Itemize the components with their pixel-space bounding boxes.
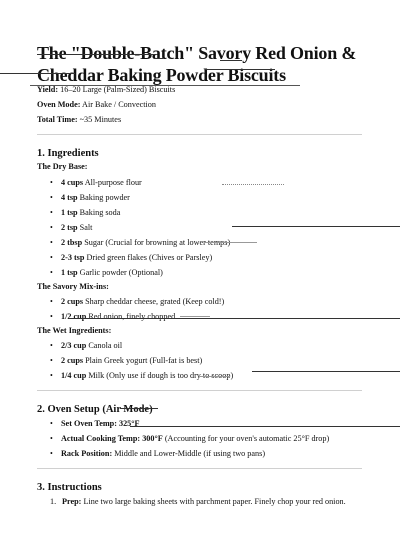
item-qty: 1/4 cup (61, 371, 87, 380)
item-text: Line two large baking sheets with parchment paper. Finely chop your red onion. (83, 497, 346, 506)
strike-line (205, 69, 275, 70)
item-qty: 2 cups (61, 297, 84, 306)
bullet-icon: • (50, 238, 53, 247)
wet-ingredients-heading: The Wet Ingredients: (37, 326, 112, 335)
bullet-icon: • (50, 297, 53, 306)
item-text: Milk (Only use if dough is too dry to scoop) (88, 371, 234, 380)
yield-line (37, 85, 175, 95)
item-qty: Actual Cooking Temp: 300°F (61, 434, 163, 443)
item-qty: 1 tsp (61, 208, 78, 217)
ingredients-heading: 1. Ingredients (37, 148, 99, 159)
item-qty: Prep: (62, 497, 82, 506)
bullet-icon: • (50, 223, 53, 232)
stray-line (252, 371, 400, 372)
list-item (50, 312, 175, 322)
item-qty: Set Oven Temp: 325°F (61, 419, 140, 428)
item-text: Middle and Lower-Middle (if using two pans) (114, 449, 266, 458)
total-time-label: Total Time: (37, 115, 78, 124)
stray-line (222, 184, 284, 185)
strike-line (220, 60, 242, 61)
stray-line (130, 426, 400, 427)
bullet-icon: • (50, 268, 53, 277)
item-qty: 1/2 cup (61, 312, 87, 321)
bullet-icon: • (50, 341, 53, 350)
item-qty: 2 cups (61, 356, 84, 365)
section-divider (37, 390, 362, 391)
stray-line (200, 376, 230, 377)
dry-base-heading: The Dry Base: (37, 162, 88, 171)
item-text: All-purpose flour (84, 178, 142, 187)
list-item (50, 268, 163, 278)
list-item (50, 253, 212, 263)
item-qty: 2/3 cup (61, 341, 87, 350)
savory-mixins-heading: The Savory Mix-ins: (37, 282, 109, 291)
list-item (50, 356, 202, 366)
item-qty: 4 tsp (61, 193, 78, 202)
bullet-icon: • (50, 434, 53, 443)
yield-value: 16–20 Large (Palm-Sized) Biscuits (60, 85, 176, 94)
instructions-heading: 3. Instructions (37, 482, 102, 493)
item-text: (Accounting for your oven's automatic 25°F drop) (164, 434, 330, 443)
bullet-icon: • (50, 253, 53, 262)
item-text: Sugar (Crucial for browning at lower temps) (84, 238, 231, 247)
list-item (50, 193, 130, 203)
page-title: The "Double-Batch" Savory Red Onion & Cheddar Baking Powder Biscuits (37, 43, 357, 85)
bullet-icon: • (50, 419, 53, 428)
oven-setup-heading: 2. Oven Setup (Air Mode) (37, 404, 153, 415)
bullet-icon: • (50, 178, 53, 187)
bullet-icon: • (50, 208, 53, 217)
item-qty: 1 tsp (61, 268, 78, 277)
oven-mode-line (37, 100, 156, 110)
item-text: Plain Greek yogurt (Full-fat is best) (85, 356, 203, 365)
item-text: Baking powder (79, 193, 130, 202)
strike-line (0, 73, 75, 74)
stray-line (120, 408, 158, 409)
item-qty: 2 tbsp (61, 238, 83, 247)
item-qty: 4 cups (61, 178, 84, 187)
item-text: Garlic powder (Optional) (79, 268, 163, 277)
total-time-line (37, 115, 121, 125)
item-text: Canola oil (88, 341, 123, 350)
step-number: 1. (50, 497, 57, 506)
list-item (50, 297, 224, 307)
item-text: Baking soda (79, 208, 121, 217)
list-item (50, 341, 122, 351)
item-qty: 2 tsp (61, 223, 78, 232)
item-qty: 2-3 tsp (61, 253, 85, 262)
list-item (50, 238, 230, 248)
stray-line (180, 316, 210, 317)
strike-line (155, 58, 163, 59)
list-item (50, 449, 265, 459)
list-item (50, 419, 140, 429)
section-divider (37, 468, 362, 469)
strike-line (37, 54, 155, 55)
bullet-icon: • (50, 193, 53, 202)
bullet-icon: • (50, 371, 53, 380)
oven-mode-value: Air Bake / Convection (82, 100, 156, 109)
section-divider (37, 134, 362, 135)
list-item (50, 208, 120, 218)
item-text: Salt (79, 223, 93, 232)
list-item (50, 434, 329, 444)
list-item (50, 497, 346, 507)
oven-mode-label: Oven Mode: (37, 100, 81, 109)
item-text: Dried green flakes (Chives or Parsley) (86, 253, 213, 262)
stray-line (232, 226, 400, 227)
bullet-icon: • (50, 356, 53, 365)
item-text: Sharp cheddar cheese, grated (Keep cold!) (85, 297, 225, 306)
stray-line (70, 318, 400, 319)
list-item (50, 223, 92, 233)
stray-line (205, 242, 257, 243)
yield-label: Yield: (37, 85, 59, 94)
item-text: Red onion, finely chopped (88, 312, 176, 321)
bullet-icon: • (50, 312, 53, 321)
list-item (50, 178, 142, 188)
item-qty: Rack Position: (61, 449, 113, 458)
bullet-icon: • (50, 449, 53, 458)
total-time-value: ~35 Minutes (79, 115, 122, 124)
